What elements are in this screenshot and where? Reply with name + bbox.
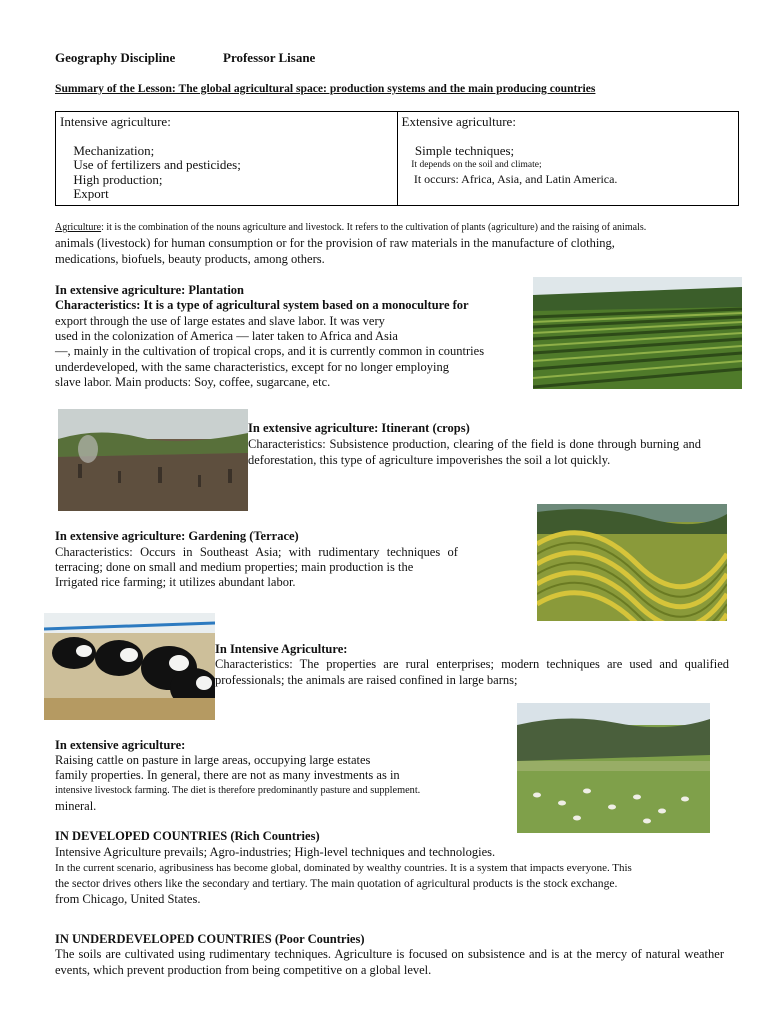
extensive-item: Simple techniques; xyxy=(401,142,501,158)
definition-line-1: Agriculture: it is the combination of the nouns agriculture and livestock. It refers to the cultivation of plants (agriculture) and the raising of animals. xyxy=(55,222,647,233)
plantation-line: slave labor. Main products: Soy, coffee, sugarcane, etc. xyxy=(55,375,331,389)
plantation-line: —, mainly in the cultivation of tropical crops, and it is currently common in countries xyxy=(55,344,485,358)
plantation-line: export through the use of large estates and slave labor. It was very xyxy=(55,314,385,328)
itinerant-heading: In extensive agriculture: Itinerant (crops) xyxy=(248,421,470,435)
itinerant-photo xyxy=(58,409,248,511)
gardening-line: terracing; done on small and medium properties; main production is the xyxy=(55,560,414,574)
cattle-barn-photo xyxy=(44,613,215,720)
intensive-title: Intensive agriculture: xyxy=(60,114,171,129)
developed-line: Intensive Agriculture prevails; Agro-industries; High-level techniques and technologies. xyxy=(55,845,496,859)
plantation-photo xyxy=(533,277,742,389)
underdeveloped-text: The soils are cultivated using rudimentary techniques. Agriculture is focused on subsistence and is at the mercy of natural weather events, which prevent production from being competitive on a global level. xyxy=(55,947,724,977)
developed-line: the sector drives others like the secondary and tertiary. The main quotation of agricultural products is the stock exchange. xyxy=(55,877,618,890)
livestock-line: intensive livestock farming. The diet is therefore predominantly pasture and supplement. xyxy=(55,785,421,796)
plantation-line: underdeveloped, with the same characteristics, except for no longer employing xyxy=(55,360,449,374)
professor-label: Professor Lisane xyxy=(223,50,316,65)
discipline-label: Geography Discipline xyxy=(55,50,176,65)
intensive-item: Use of fertilizers and pesticides; xyxy=(60,157,228,172)
pasture-photo xyxy=(517,703,710,833)
intensive-text: Characteristics: The properties are rural enterprises; modern techniques are used and qualified professionals; the animals are raised confined in large barns; xyxy=(215,657,729,687)
gardening-line: Irrigated rice farming; it utilizes abundant labor. xyxy=(55,575,296,589)
developed-line: In the current scenario, agribusiness has become global, dominated by wealthy countries. It is a system that impacts everyone. This xyxy=(55,862,632,874)
livestock-line: Raising cattle on pasture in large areas, occupying large estates xyxy=(55,753,371,767)
intensive-heading: In Intensive Agriculture: xyxy=(215,642,348,656)
definition-line-2: animals (livestock) for human consumption or for the provision of raw materials in the manufacture of clothing, xyxy=(55,236,615,250)
livestock-line: family properties. In general, there are not as many investments as in xyxy=(55,768,400,782)
itinerant-text: Characteristics: Subsistence production, clearing of the field is done through burning and deforestation, this type of agriculture impoverishes the soil a lot quickly. xyxy=(248,437,701,467)
gardening-line: Characteristics: Occurs in Southeast Asia; with rudimentary techniques of xyxy=(55,545,458,559)
definition-line-3: medications, biofuels, beauty products, among others. xyxy=(55,252,325,266)
comparison-table xyxy=(55,111,739,206)
definition-term: Agriculture xyxy=(55,222,102,233)
underdeveloped-heading: IN UNDERDEVELOPED COUNTRIES (Poor Countries) xyxy=(55,932,365,946)
intensive-item: High production; xyxy=(60,171,150,187)
plantation-line: used in the colonization of America — later taken to Africa and Asia xyxy=(55,329,398,343)
gardening-heading: In extensive agriculture: Gardening (Terrace) xyxy=(55,529,299,543)
developed-line: from Chicago, United States. xyxy=(55,892,201,906)
extensive-title: Extensive agriculture: xyxy=(401,114,516,129)
intensive-item: Mechanization; xyxy=(60,142,141,158)
extensive-cell xyxy=(397,112,739,206)
developed-heading: IN DEVELOPED COUNTRIES (Rich Countries) xyxy=(55,829,320,843)
summary-title: Summary of the Lesson: The global agricultural space: production systems and the main producing countries xyxy=(55,82,596,95)
plantation-line: Characteristics: It is a type of agricultural system based on a monoculture for xyxy=(55,298,469,312)
extensive-item: It depends on the soil and climate; xyxy=(401,160,532,170)
intensive-cell xyxy=(56,112,398,206)
livestock-line: mineral. xyxy=(55,799,97,813)
livestock-heading: In extensive agriculture: xyxy=(55,738,186,752)
extensive-item: It occurs: Africa, Asia, and Latin America. xyxy=(401,172,606,186)
plantation-heading: In extensive agriculture: Plantation xyxy=(55,283,244,297)
intensive-item: Export xyxy=(60,186,96,201)
terrace-photo xyxy=(537,504,727,621)
